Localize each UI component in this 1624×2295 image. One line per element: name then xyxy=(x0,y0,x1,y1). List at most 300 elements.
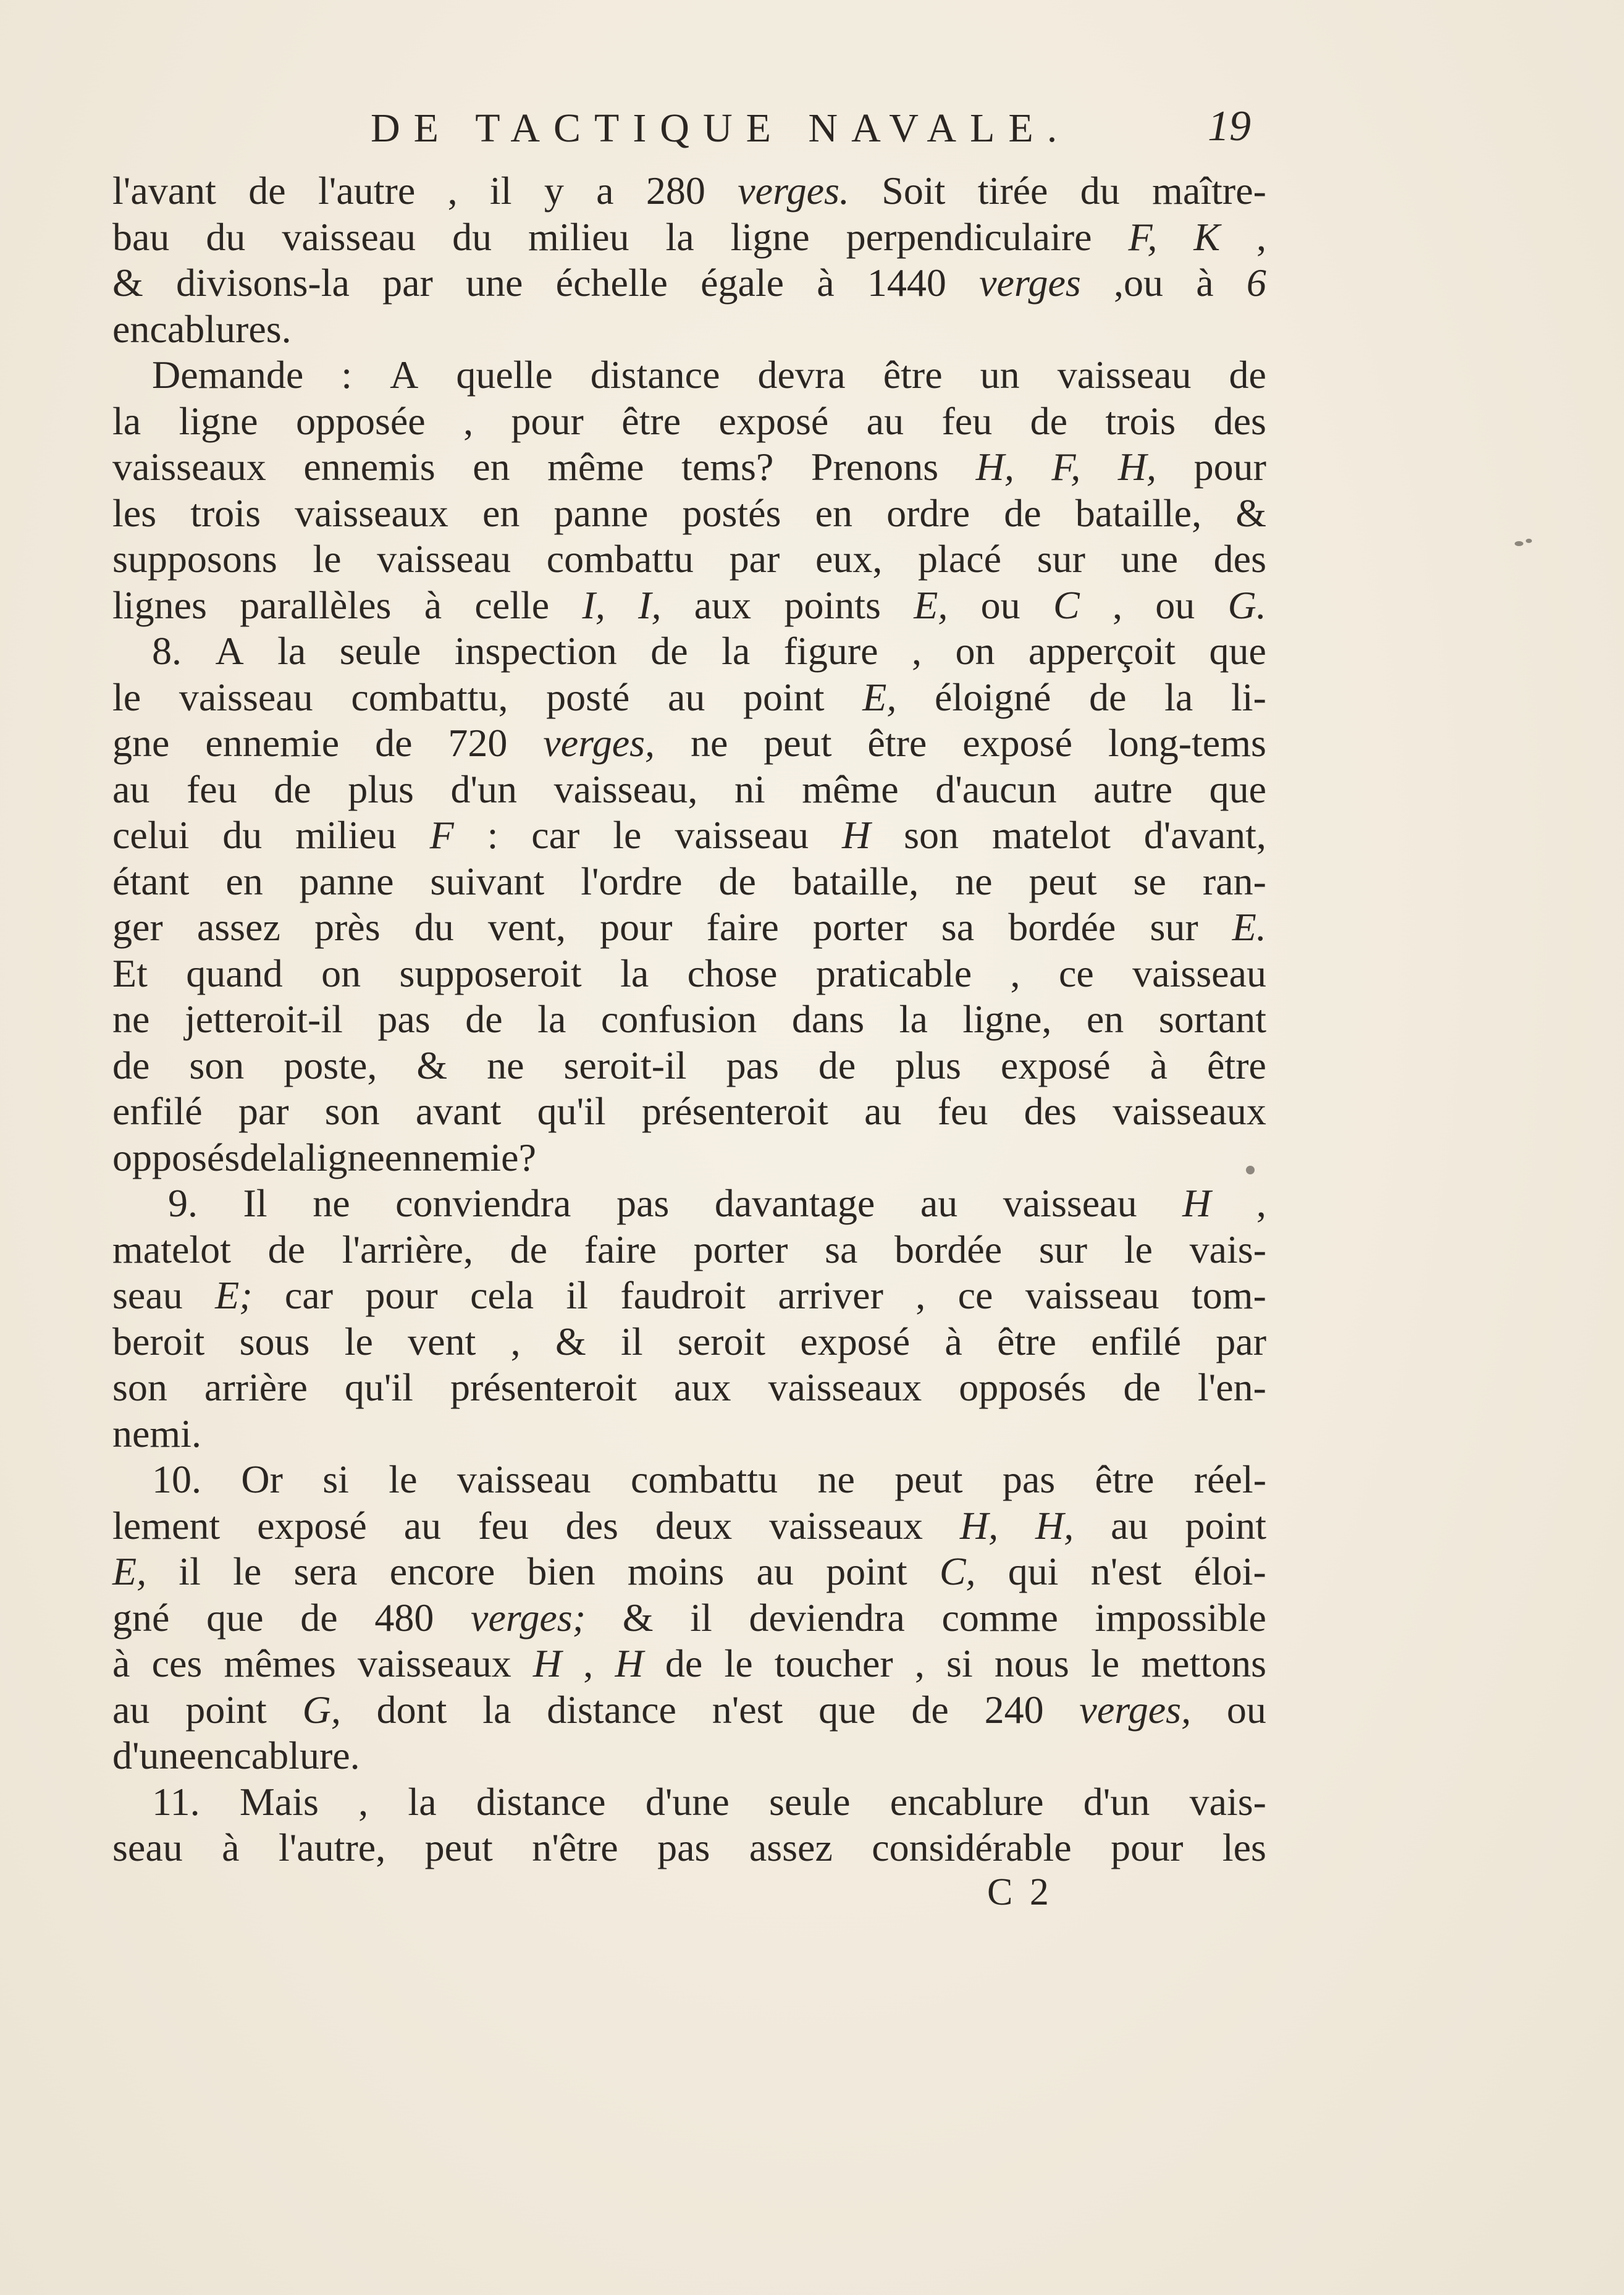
word: sa xyxy=(941,905,975,949)
word: de xyxy=(1089,675,1127,719)
text-line xyxy=(112,1273,1266,1319)
text-line xyxy=(112,675,1266,721)
word: le xyxy=(1090,1641,1120,1685)
word: à xyxy=(112,1641,130,1685)
word: conviendra xyxy=(395,1181,571,1225)
text-line xyxy=(112,214,1266,261)
word: être xyxy=(867,721,927,765)
word: au xyxy=(756,1549,794,1593)
word: points xyxy=(784,583,881,627)
word: apperçoit xyxy=(1028,629,1176,673)
word: bau xyxy=(112,214,170,259)
word: Prenons xyxy=(810,445,939,489)
word: placé xyxy=(918,537,1002,581)
word: lignes xyxy=(112,583,207,627)
word: ne xyxy=(817,1457,855,1501)
word: trois xyxy=(1105,398,1176,443)
word: de xyxy=(267,1227,306,1271)
word: assez xyxy=(196,905,280,949)
text-line xyxy=(112,1135,1266,1181)
word: par xyxy=(382,261,433,305)
word: même xyxy=(802,767,899,811)
word: sur xyxy=(1037,537,1085,581)
word: seule xyxy=(339,629,421,673)
text-line xyxy=(112,859,1266,905)
word: vaisseaux xyxy=(769,1503,923,1548)
word: impossible xyxy=(1095,1595,1266,1640)
text-line xyxy=(112,260,1266,306)
word: de xyxy=(1229,353,1266,397)
word: , xyxy=(1112,583,1122,627)
word: C, xyxy=(939,1549,976,1593)
word: des xyxy=(1213,537,1266,581)
word: étant xyxy=(112,859,190,903)
word: les xyxy=(1222,1825,1266,1869)
word: n'est xyxy=(1090,1549,1162,1593)
word: porter xyxy=(812,905,907,949)
word: bataille, xyxy=(1075,491,1202,535)
word: que xyxy=(1209,629,1266,673)
text-line xyxy=(112,306,1266,353)
word: pas xyxy=(726,1043,779,1087)
word: à xyxy=(817,261,835,305)
word: du xyxy=(206,214,246,259)
word: le xyxy=(112,675,141,719)
word: figure xyxy=(783,629,878,673)
word: : xyxy=(487,813,499,857)
word: matelot xyxy=(112,1227,231,1271)
word: au xyxy=(112,767,150,811)
word: plus xyxy=(895,1043,961,1087)
word: vaisseau xyxy=(1132,951,1266,995)
word: E, xyxy=(112,1549,147,1593)
word: suivant xyxy=(430,859,545,903)
word: , xyxy=(915,1273,926,1317)
word: H xyxy=(842,813,871,857)
word: l'autre, xyxy=(278,1825,386,1869)
ink-speck xyxy=(1526,539,1532,543)
word: faire xyxy=(584,1227,657,1271)
text-line xyxy=(112,583,1266,629)
word: son xyxy=(904,813,959,857)
word: la xyxy=(277,629,306,673)
word: ou xyxy=(980,583,1020,627)
word: le xyxy=(389,1457,418,1501)
word: sera xyxy=(293,1549,358,1593)
word: , xyxy=(1010,951,1020,995)
word: K xyxy=(1193,214,1221,259)
text-line xyxy=(112,168,1266,214)
word: bien xyxy=(527,1549,595,1593)
word: posté xyxy=(546,675,630,719)
word: lement xyxy=(112,1503,221,1548)
word: de xyxy=(240,1135,277,1179)
word: supposons xyxy=(112,537,277,581)
word: sortant xyxy=(1158,997,1266,1041)
word: d'aucun xyxy=(935,767,1057,811)
word: feu xyxy=(186,767,237,811)
word: combattu xyxy=(546,537,694,581)
word: & xyxy=(555,1319,586,1363)
word: exposé xyxy=(257,1503,367,1548)
word: dont xyxy=(376,1687,447,1732)
word: vaisseau, xyxy=(553,767,698,811)
word: parallèles xyxy=(240,583,392,627)
word: bordée xyxy=(1008,905,1116,949)
word: verges xyxy=(979,261,1081,305)
word: son xyxy=(324,1089,380,1133)
word: pour xyxy=(511,398,584,443)
word: de xyxy=(665,1641,703,1685)
word: A xyxy=(215,629,244,673)
word: égale xyxy=(701,261,785,305)
word: à xyxy=(222,1825,240,1869)
word: des xyxy=(1213,398,1266,443)
word: pour xyxy=(1111,1825,1184,1869)
word: arriver xyxy=(778,1273,883,1317)
word: matelot xyxy=(991,813,1111,857)
word: point xyxy=(185,1687,267,1732)
word: à xyxy=(945,1319,962,1363)
word: confusion xyxy=(600,997,757,1041)
word: exposé xyxy=(1000,1043,1111,1087)
word: ennemis xyxy=(303,445,435,489)
word: ger xyxy=(112,905,163,949)
word: encablures. xyxy=(112,306,292,351)
word: au xyxy=(866,398,904,443)
word: si xyxy=(322,1457,349,1501)
word: ligne xyxy=(179,398,258,443)
word: le xyxy=(1124,1227,1153,1271)
word: ligne, xyxy=(962,997,1052,1041)
ink-speck xyxy=(1246,1166,1255,1174)
text-line xyxy=(112,1457,1266,1503)
word: d'une xyxy=(112,1733,196,1777)
word: il xyxy=(621,1319,643,1363)
word: feu xyxy=(478,1503,529,1548)
word: le xyxy=(724,1641,753,1685)
word: la xyxy=(537,997,566,1041)
word: tems? xyxy=(681,445,774,489)
word: du xyxy=(414,905,454,949)
word: qu'il xyxy=(537,1089,606,1133)
word: panne xyxy=(553,491,649,535)
word: C xyxy=(1053,583,1080,627)
word: quelle xyxy=(456,353,553,397)
word: la xyxy=(277,1135,306,1179)
word: seule xyxy=(769,1779,851,1824)
word: ni xyxy=(734,767,765,811)
word: l'ordre xyxy=(581,859,683,903)
word: Il xyxy=(243,1181,267,1225)
word: vaisseau xyxy=(1003,1181,1137,1225)
word: ennemie xyxy=(205,721,340,765)
word: ne xyxy=(112,997,150,1041)
word: ce xyxy=(1058,951,1094,995)
word: y xyxy=(544,169,564,213)
text-line xyxy=(112,767,1266,813)
word: celle xyxy=(474,583,550,627)
word: point xyxy=(743,675,825,719)
word: pas xyxy=(1002,1457,1056,1501)
word: ligne xyxy=(730,214,810,259)
word: qu'il xyxy=(344,1365,413,1409)
word: 280 xyxy=(646,169,705,213)
word: pour xyxy=(365,1273,438,1317)
word: E; xyxy=(215,1273,253,1317)
word: ennemie? xyxy=(384,1135,536,1179)
word: sur xyxy=(1038,1227,1088,1271)
text-line xyxy=(112,1779,1266,1825)
word: le xyxy=(233,1549,262,1593)
word: ne xyxy=(487,1043,524,1087)
word: la xyxy=(112,398,141,443)
word: plus xyxy=(348,767,414,811)
word: , xyxy=(914,1641,925,1685)
word: enfilé xyxy=(112,1089,203,1133)
word: , xyxy=(1256,1181,1266,1225)
word: 9. xyxy=(168,1181,198,1225)
word: E. xyxy=(1232,905,1266,949)
text-line xyxy=(112,1595,1266,1641)
text-line xyxy=(112,491,1266,537)
word: poste, xyxy=(284,1043,377,1087)
word: ordre xyxy=(886,491,970,535)
word: arrière xyxy=(204,1365,308,1409)
word: il xyxy=(489,169,512,213)
word: vaisseau xyxy=(1025,1273,1159,1317)
word: panne xyxy=(299,859,394,903)
word: deviendra xyxy=(749,1595,905,1640)
word: de xyxy=(1030,398,1067,443)
word: , xyxy=(1256,214,1266,259)
word: vaisseau xyxy=(456,1457,591,1501)
word: gne xyxy=(112,721,170,765)
word: 8. xyxy=(152,629,182,673)
word: son xyxy=(189,1043,245,1087)
word: pour xyxy=(600,905,673,949)
body-text xyxy=(112,168,1266,1871)
word: de xyxy=(1123,1365,1161,1409)
word: ligne xyxy=(305,1135,385,1179)
word: Demande xyxy=(152,353,304,397)
text-line xyxy=(112,352,1266,398)
word: ,ou xyxy=(1114,261,1163,305)
word: H, xyxy=(1117,445,1157,489)
word: eux, xyxy=(815,537,883,581)
word: seroit-il xyxy=(563,1043,687,1087)
word: F, xyxy=(1051,445,1081,489)
text-line xyxy=(112,1411,1266,1457)
word: F xyxy=(429,813,454,857)
word: de xyxy=(248,169,286,213)
word: se xyxy=(1133,859,1166,903)
word: milieu xyxy=(295,813,397,857)
word: ou xyxy=(1226,1687,1266,1732)
word: car xyxy=(284,1273,333,1317)
word: présenteroit xyxy=(450,1365,637,1409)
word: près xyxy=(314,905,381,949)
word: milieu xyxy=(528,214,629,259)
word: l'autre xyxy=(318,169,416,213)
word: de xyxy=(274,767,311,811)
word: supposeroit xyxy=(399,951,582,995)
word: vaisseaux xyxy=(112,445,266,489)
word: l'en- xyxy=(1197,1365,1266,1409)
word: en xyxy=(815,491,852,535)
word: par xyxy=(1216,1319,1266,1363)
word: aux xyxy=(674,1365,731,1409)
word: vaisseau xyxy=(377,537,511,581)
word: autre xyxy=(1093,767,1173,811)
word: on xyxy=(321,951,361,995)
text-line xyxy=(112,1181,1266,1227)
word: dans xyxy=(791,997,865,1041)
text-line xyxy=(112,1043,1266,1089)
word: li- xyxy=(1231,675,1266,719)
word: à xyxy=(1196,261,1214,305)
word: la xyxy=(408,1779,437,1824)
text-line xyxy=(112,628,1266,675)
word: 240 xyxy=(984,1687,1044,1732)
word: si xyxy=(946,1641,973,1685)
word: vent xyxy=(408,1319,476,1363)
word: il xyxy=(566,1273,588,1317)
word: F, xyxy=(1128,214,1158,259)
word: la xyxy=(620,951,649,995)
word: être xyxy=(621,398,681,443)
word: au xyxy=(864,1089,902,1133)
word: peut xyxy=(424,1825,493,1869)
word: , xyxy=(447,169,458,213)
word: , xyxy=(463,398,474,443)
word: les xyxy=(112,491,157,535)
text-line xyxy=(112,1687,1266,1733)
word: H xyxy=(1182,1181,1211,1225)
word: ces xyxy=(151,1641,203,1685)
word: vaisseaux xyxy=(768,1365,922,1409)
text-line xyxy=(112,720,1266,767)
word: on xyxy=(955,629,995,673)
word: bataille, xyxy=(792,859,919,903)
word: E, xyxy=(862,675,897,719)
word: être xyxy=(1095,1457,1155,1501)
word: par xyxy=(729,537,780,581)
word: être xyxy=(883,353,943,397)
word: vaisseau xyxy=(179,675,313,719)
text-line xyxy=(112,398,1266,445)
word: 6 xyxy=(1246,261,1266,305)
word: de xyxy=(718,859,756,903)
word: porter xyxy=(693,1227,788,1271)
word: de xyxy=(375,721,413,765)
word: un xyxy=(980,353,1020,397)
word: point xyxy=(1185,1503,1266,1548)
word: en xyxy=(225,859,263,903)
word: celui xyxy=(112,813,190,857)
word: Mais xyxy=(239,1779,319,1824)
word: I, xyxy=(638,583,662,627)
word: feu xyxy=(941,398,993,443)
word: pas xyxy=(616,1181,670,1225)
word: du xyxy=(222,813,263,857)
word: considérable xyxy=(872,1825,1072,1869)
word: réel- xyxy=(1193,1457,1266,1501)
word: vais- xyxy=(1189,1227,1266,1271)
word: & xyxy=(622,1595,654,1640)
word: d'une xyxy=(645,1779,730,1824)
word: le xyxy=(613,813,642,857)
word: mettons xyxy=(1141,1641,1266,1685)
word: présenteroit xyxy=(641,1089,828,1133)
word: verges. xyxy=(738,169,849,213)
word: que xyxy=(1209,767,1266,811)
word: d'avant, xyxy=(1143,813,1266,857)
word: encablure. xyxy=(196,1733,360,1777)
word: peut xyxy=(1029,859,1097,903)
word: vaisseau xyxy=(675,813,809,857)
word: chose xyxy=(687,951,778,995)
word: assez xyxy=(749,1825,833,1869)
word: opposés xyxy=(112,1135,240,1179)
word: tirée xyxy=(977,169,1048,213)
word: l'avant xyxy=(112,169,216,213)
word: combattu xyxy=(631,1457,778,1501)
word: & xyxy=(416,1043,448,1087)
word: de xyxy=(818,1043,856,1087)
word: la xyxy=(665,214,694,259)
text-line xyxy=(112,1365,1266,1411)
word: quand xyxy=(186,951,283,995)
word: & xyxy=(1235,491,1266,535)
word: ou xyxy=(1155,583,1195,627)
word: au xyxy=(920,1181,958,1225)
word: d'un xyxy=(450,767,517,811)
word: vaisseaux xyxy=(357,1641,511,1685)
word: sous xyxy=(239,1319,310,1363)
word: n'est xyxy=(712,1687,783,1732)
word: exposé xyxy=(718,398,829,443)
word: il xyxy=(690,1595,712,1640)
word: gné xyxy=(112,1595,170,1640)
text-line xyxy=(112,1733,1266,1779)
signature-mark: C 2 xyxy=(987,1871,1053,1913)
text-line xyxy=(112,904,1266,951)
word: la xyxy=(1164,675,1193,719)
word: distance xyxy=(547,1687,676,1732)
word: cela xyxy=(470,1273,534,1317)
word: en xyxy=(473,445,510,489)
word: point xyxy=(826,1549,907,1593)
word: à xyxy=(1150,1043,1168,1087)
text-line xyxy=(112,951,1266,997)
word: encablure xyxy=(890,1779,1044,1824)
word: enfilé xyxy=(1091,1319,1181,1363)
word: divisons-la xyxy=(176,261,350,305)
text-line xyxy=(112,536,1266,583)
word: car xyxy=(531,813,580,857)
word: H, xyxy=(959,1503,999,1548)
word: ne xyxy=(690,721,728,765)
word: son xyxy=(112,1365,167,1409)
word: , xyxy=(583,1641,594,1685)
word: 10. xyxy=(152,1457,201,1501)
word: être xyxy=(1207,1043,1266,1087)
word: H, xyxy=(975,445,1014,489)
word: H xyxy=(615,1641,644,1685)
word: de xyxy=(112,1043,150,1087)
word: ran- xyxy=(1202,859,1266,903)
